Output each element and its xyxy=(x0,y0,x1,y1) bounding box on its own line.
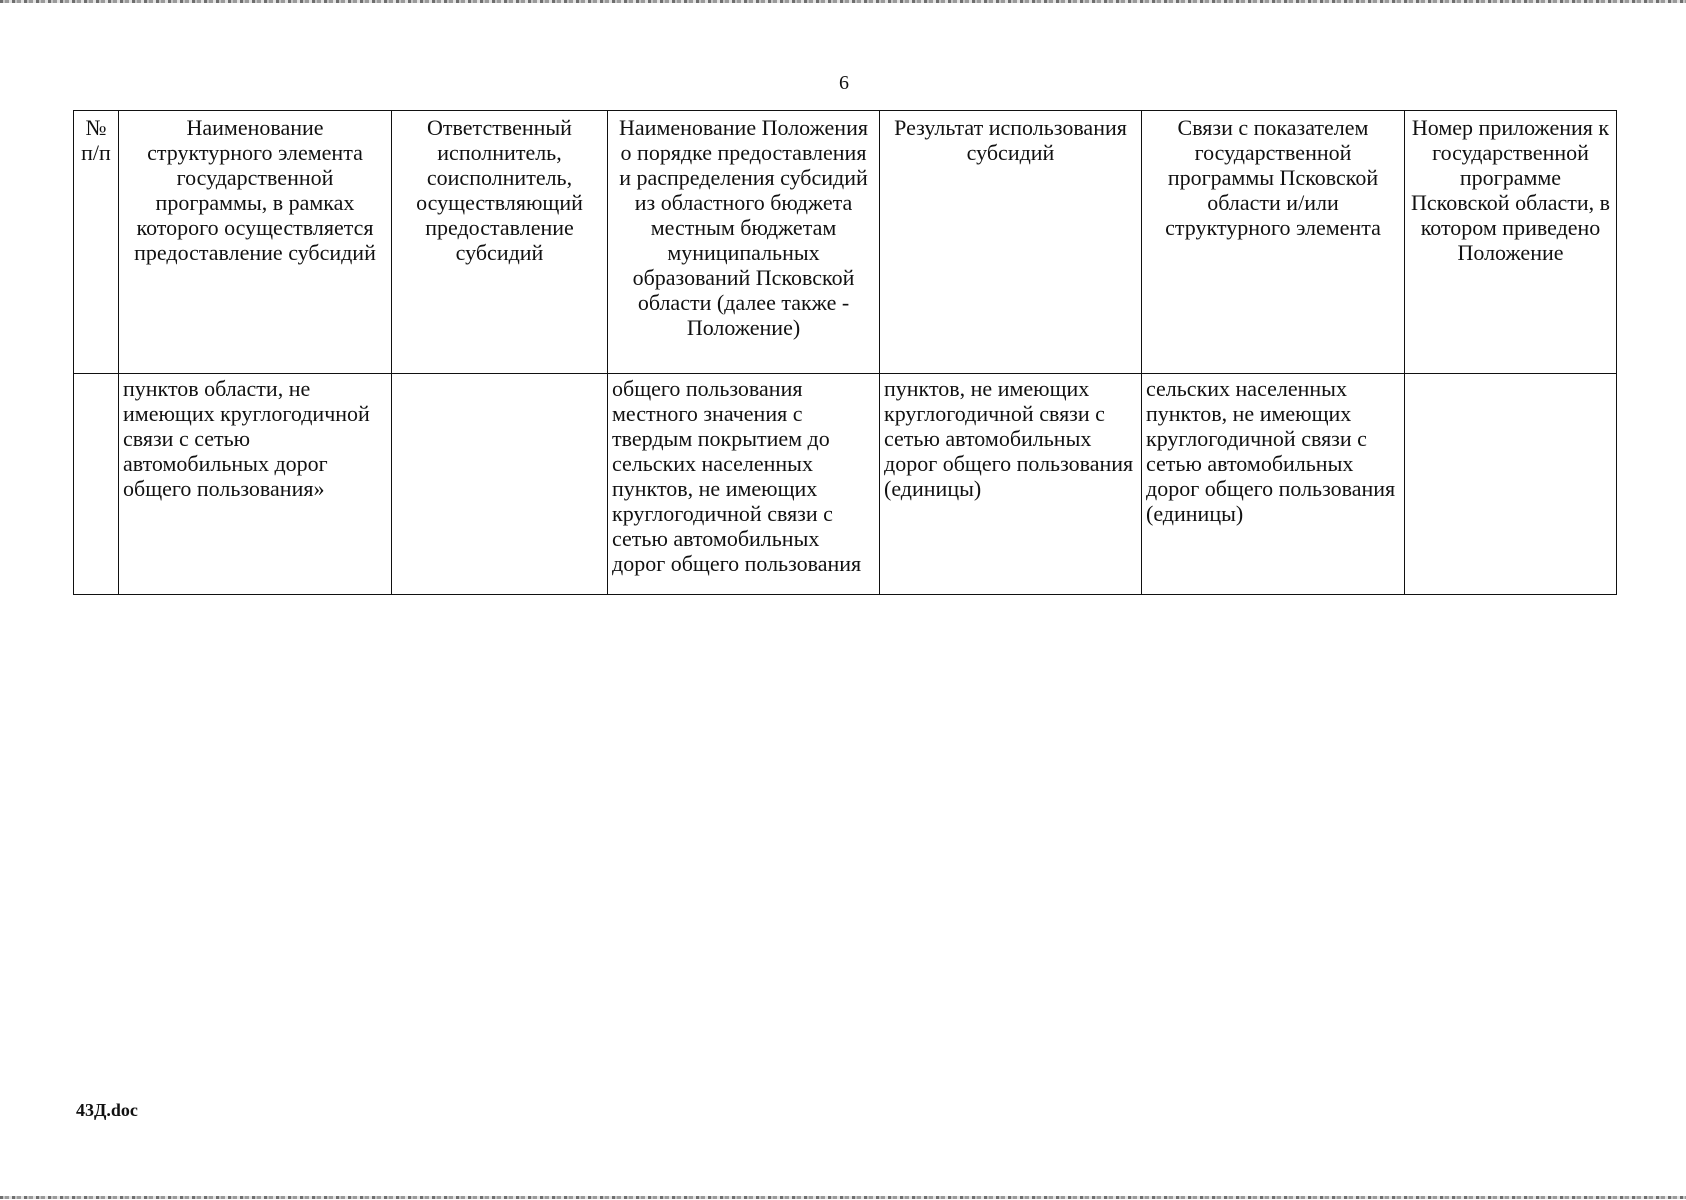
cell-structural-element: пунктов области, не имеющих круглогодичной связи с сетью автомобильных дорог общего пользования» xyxy=(119,374,392,595)
cell-executor xyxy=(392,374,608,595)
footer-filename: 43Д.doc xyxy=(76,1100,138,1120)
cell-regulation: общего пользования местного значения с твердым покрытием до сельских населенных пунктов, не имеющих круглогодичной связи с сетью автомобильных дорог общего пользования xyxy=(608,374,880,595)
cell-result: пунктов, не имеющих круглогодичной связи с сетью автомобильных дорог общего пользования (единицы) xyxy=(880,374,1142,595)
header-number: № п/п xyxy=(74,111,119,374)
table-header-row xyxy=(74,111,1617,374)
scan-edge-top xyxy=(0,0,1686,3)
page-number: 6 xyxy=(839,72,849,94)
header-executor: Ответственный исполнитель, соисполнитель, осуществляющий предоставление субсидий xyxy=(392,111,608,374)
cell-number xyxy=(74,374,119,595)
header-regulation: Наименование Положения о порядке предоставления и распределения субсидий из областного бюджета местным бюджетам муниципальных образований Псковской области (далее также - Положение) xyxy=(608,111,880,374)
table-row xyxy=(74,374,1617,595)
scan-edge-bottom xyxy=(0,1196,1686,1199)
header-indicator-link: Связи с показателем государственной программы Псковской области и/или структурного элемента xyxy=(1142,111,1405,374)
subsidy-table xyxy=(73,110,1617,595)
subsidy-table-container xyxy=(73,110,1616,595)
header-structural-element: Наименование структурного элемента государственной программы, в рамках которого осуществляется предоставление субсидий xyxy=(119,111,392,374)
header-appendix-number: Номер приложения к государственной программе Псковской области, в котором приведено Положение xyxy=(1405,111,1617,374)
header-result: Результат использования субсидий xyxy=(880,111,1142,374)
cell-appendix-number xyxy=(1405,374,1617,595)
cell-indicator-link: сельских населенных пунктов, не имеющих круглогодичной связи с сетью автомобильных дорог общего пользования (единицы) xyxy=(1142,374,1405,595)
